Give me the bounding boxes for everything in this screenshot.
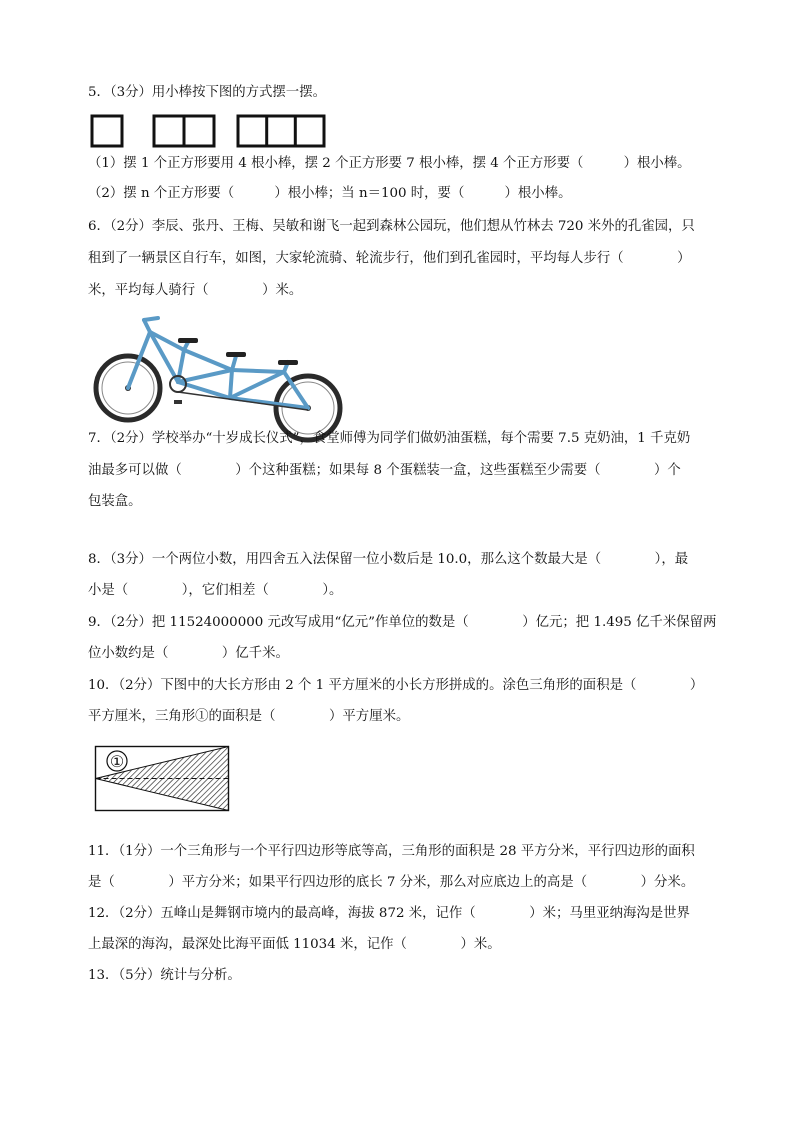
one-square: [92, 116, 122, 146]
triangle-label-1: ①: [109, 752, 125, 771]
q9-line2: 位小数约是（ ）亿千米。: [88, 646, 289, 661]
three-squares: [238, 116, 324, 146]
q13-line1: 13．（5分）统计与分析。: [88, 968, 241, 983]
rectangle-triangle-figure: [94, 745, 234, 815]
q6-line1: 6．（2分）李辰、张丹、王梅、吴敏和谢飞一起到森林公园玩，他们想从竹林去 720 米外的孔雀园，只: [88, 219, 695, 234]
q7-line2: 油最多可以做（ ）个这种蛋糕；如果每 8 个蛋糕装一盒，这些蛋糕至少需要（ ）个: [88, 463, 681, 478]
q11-line2: 是（ ）平方分米；如果平行四边形的底长 7 分米，那么对应底边上的高是（ ）分米。: [88, 875, 695, 890]
q6-line2: 租到了一辆景区自行车，如图，大家轮流骑、轮流步行，他们到孔雀园时，平均每人步行（ ）: [88, 251, 691, 266]
q5-part2: （2）摆 n 个正方形要（ ）根小棒；当 n＝100 时，要（ ）根小棒。: [88, 186, 572, 201]
q6-line3: 米，平均每人骑行（ ）米。: [88, 283, 303, 298]
q9-line1: 9．（2分）把 11524000000 元改写成用“亿元”作单位的数是（ ）亿元；把 1.495 亿千米保留两: [88, 615, 717, 630]
q8-line2: 小是（ ），它们相差（ ）。: [88, 583, 343, 598]
q11-line1: 11．（1分）一个三角形与一个平行四边形等底等高，三角形的面积是 28 平方分米，平行四边形的面积: [88, 844, 695, 859]
q7-line1: 7．（2分）学校举办“十岁成长仪式”，食堂师傅为同学们做奶油蛋糕，每个需要 7.5 克奶油，1 千克奶: [88, 431, 691, 446]
tandem-bicycle-illustration: [92, 312, 348, 444]
q7-line3: 包装盒。: [88, 494, 142, 509]
q12-line1: 12．（2分）五峰山是舞钢市境内的最高峰，海拔 872 米，记作（ ）米；马里亚纳海沟是世界: [88, 906, 690, 921]
q8-line1: 8．（3分）一个两位小数，用四舍五入法保留一位小数后是 10.0，那么这个数最大是（ ），最: [88, 552, 689, 567]
matchstick-squares-figure: [90, 112, 330, 148]
q10-line1: 10．（2分）下图中的大长方形由 2 个 1 平方厘米的小长方形拼成的。涂色三角形的面积是（ ）: [88, 678, 704, 693]
q5-part1: （1）摆 1 个正方形要用 4 根小棒，摆 2 个正方形要 7 根小棒，摆 4 个正方形要（ ）根小棒。: [88, 156, 691, 171]
q12-line2: 上最深的海沟，最深处比海平面低 11034 米，记作（ ）米。: [88, 937, 501, 952]
q5-title: 5．（3分）用小棒按下图的方式摆一摆。: [88, 85, 326, 100]
q10-line2: 平方厘米，三角形①的面积是（ ）平方厘米。: [88, 709, 410, 724]
